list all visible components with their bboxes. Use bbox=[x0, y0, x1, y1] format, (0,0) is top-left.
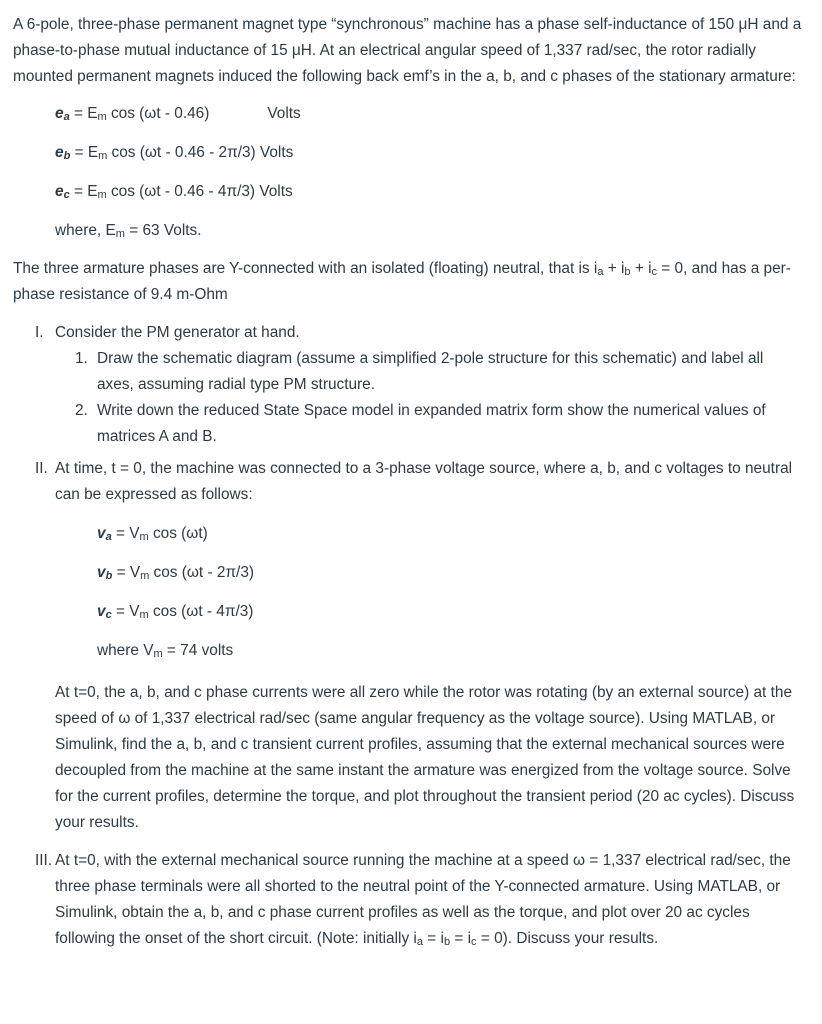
list-item: 2. Write down the reduced State Space model in expanded matrix form show the numerical values of matrices A and B. bbox=[75, 402, 766, 445]
voltage-equations bbox=[13, 514, 802, 670]
neutral-paragraph: The three armature phases are Y-connected with an isolated (floating) neutral, that is $i_a + i_b + i_c = 0$, and has a per-phase resistance of 9.4 m-Ohm bbox=[13, 260, 791, 303]
part-3-body: At t=0, with the external mechanical source running the machine at a speed ω = 1,337 electrical rad/sec, the three phase terminals were all shorted to the neutral point of the Y-connected armature. Using MATLAB, or Simulink, obtain the a, b, and c phase current profiles as well as the torque, and plot over 20 ac cycles following the onset of the short circuit. (Note: initially $i_a = i_b = i_c = 0$). Discuss your results. bbox=[55, 852, 791, 948]
question-part-3: III. At t=0, with the external mechanical source running the machine at a speed ω = 1,337 electrical rad/sec, the three phase terminals were all shorted to the neutral point of the Y-connected armature. Using MATLAB, or Simulink, obtain the a, b, and c phase current profiles as well as the torque, and plot over 20 ac cycles following the onset of the short circuit. (Note: initially $i_a = i_b = i_c = 0$). Discuss your results. bbox=[13, 848, 802, 952]
equation-vb: $v_b = V_m$ cos (ωt - 2π/3) bbox=[97, 564, 255, 582]
equation-vc: $v_c = V_m$ cos (ωt - 4π/3) bbox=[97, 603, 254, 621]
question-part-1: I. Consider the PM generator at hand. 1. Draw the schematic diagram (assume a simplified 2-pole structure for this schematic) and label all axes, assuming radial type PM structure. 2. Write down the reduced State Space model in expanded matrix form show the numerical values of matrices A and B. bbox=[13, 320, 802, 450]
equation-eb: $e_b = E_m$ cos (ωt - 0.46 - 2π/3) Volts bbox=[55, 144, 294, 162]
equation-ea: $e_a = E_m$ cos (ωt - 0.46) Volts bbox=[55, 105, 301, 123]
question-list bbox=[13, 320, 802, 952]
voltage-amplitude: where $V_m = 74$ volts bbox=[97, 642, 234, 660]
part-1-subitems bbox=[55, 346, 802, 450]
part-2-body: At t=0, the a, b, and c phase currents were all zero while the rotor was rotating (by an external source) at the speed of ω of 1,337 electrical rad/sec (same angular frequency as the voltage source). Using MATLAB, or Simulink, find the a, b, and c transient current profiles, assuming that the external mechanical sources were decoupled from the machine at the same instant the armature was energized from the voltage source. Solve for the current profiles, determine the torque, and plot throughout the transient period (20 ac cycles). Discuss your results. bbox=[55, 684, 795, 831]
emf-amplitude: where, $E_m = 63$ Volts. bbox=[55, 222, 202, 240]
emf-equations bbox=[13, 94, 802, 250]
question-part-2: II. At time, t = 0, the machine was connected to a 3-phase voltage source, where a, b, and c voltages to neutral can be expressed as follows: $v_a = V_m$ cos (ωt) $v_b = V_m$ cos (ωt - 2π/3) $v_c = V_m$ cos (ωt - 4π/3) where $V_m = 74$ volts At t=0, the a, b, and c phase currents were all zero while the rotor was rotating (by an external source) at the speed of ω of 1,337 electrical rad/sec (same angular frequency as the voltage source). Using MATLAB, or Simulink, find the a, b, and c transient current profiles, assuming that the external mechanical sources were decoupled from the machine at the same instant the armature was energized from the voltage source. Solve for the current profiles, determine the torque, and plot throughout the transient period (20 ac cycles). Discuss your results. bbox=[13, 456, 802, 836]
equation-va: $v_a = V_m$ cos (ωt) bbox=[97, 525, 208, 543]
list-item: 1. Draw the schematic diagram (assume a simplified 2-pole structure for this schematic) and label all axes, assuming radial type PM structure. bbox=[75, 350, 764, 393]
intro-paragraph: A 6-pole, three-phase permanent magnet type “synchronous” machine has a phase self-inductance of 150 μH and a phase-to-phase mutual inductance of 15 μH. At an electrical angular speed of 1,337 rad/sec, the rotor radially mounted permanent magnets induced the following back emf’s in the a, b, and c phases of the stationary armature: bbox=[13, 16, 802, 85]
equation-ec: $e_c = E_m$ cos (ωt - 0.46 - 4π/3) Volts bbox=[55, 183, 293, 201]
